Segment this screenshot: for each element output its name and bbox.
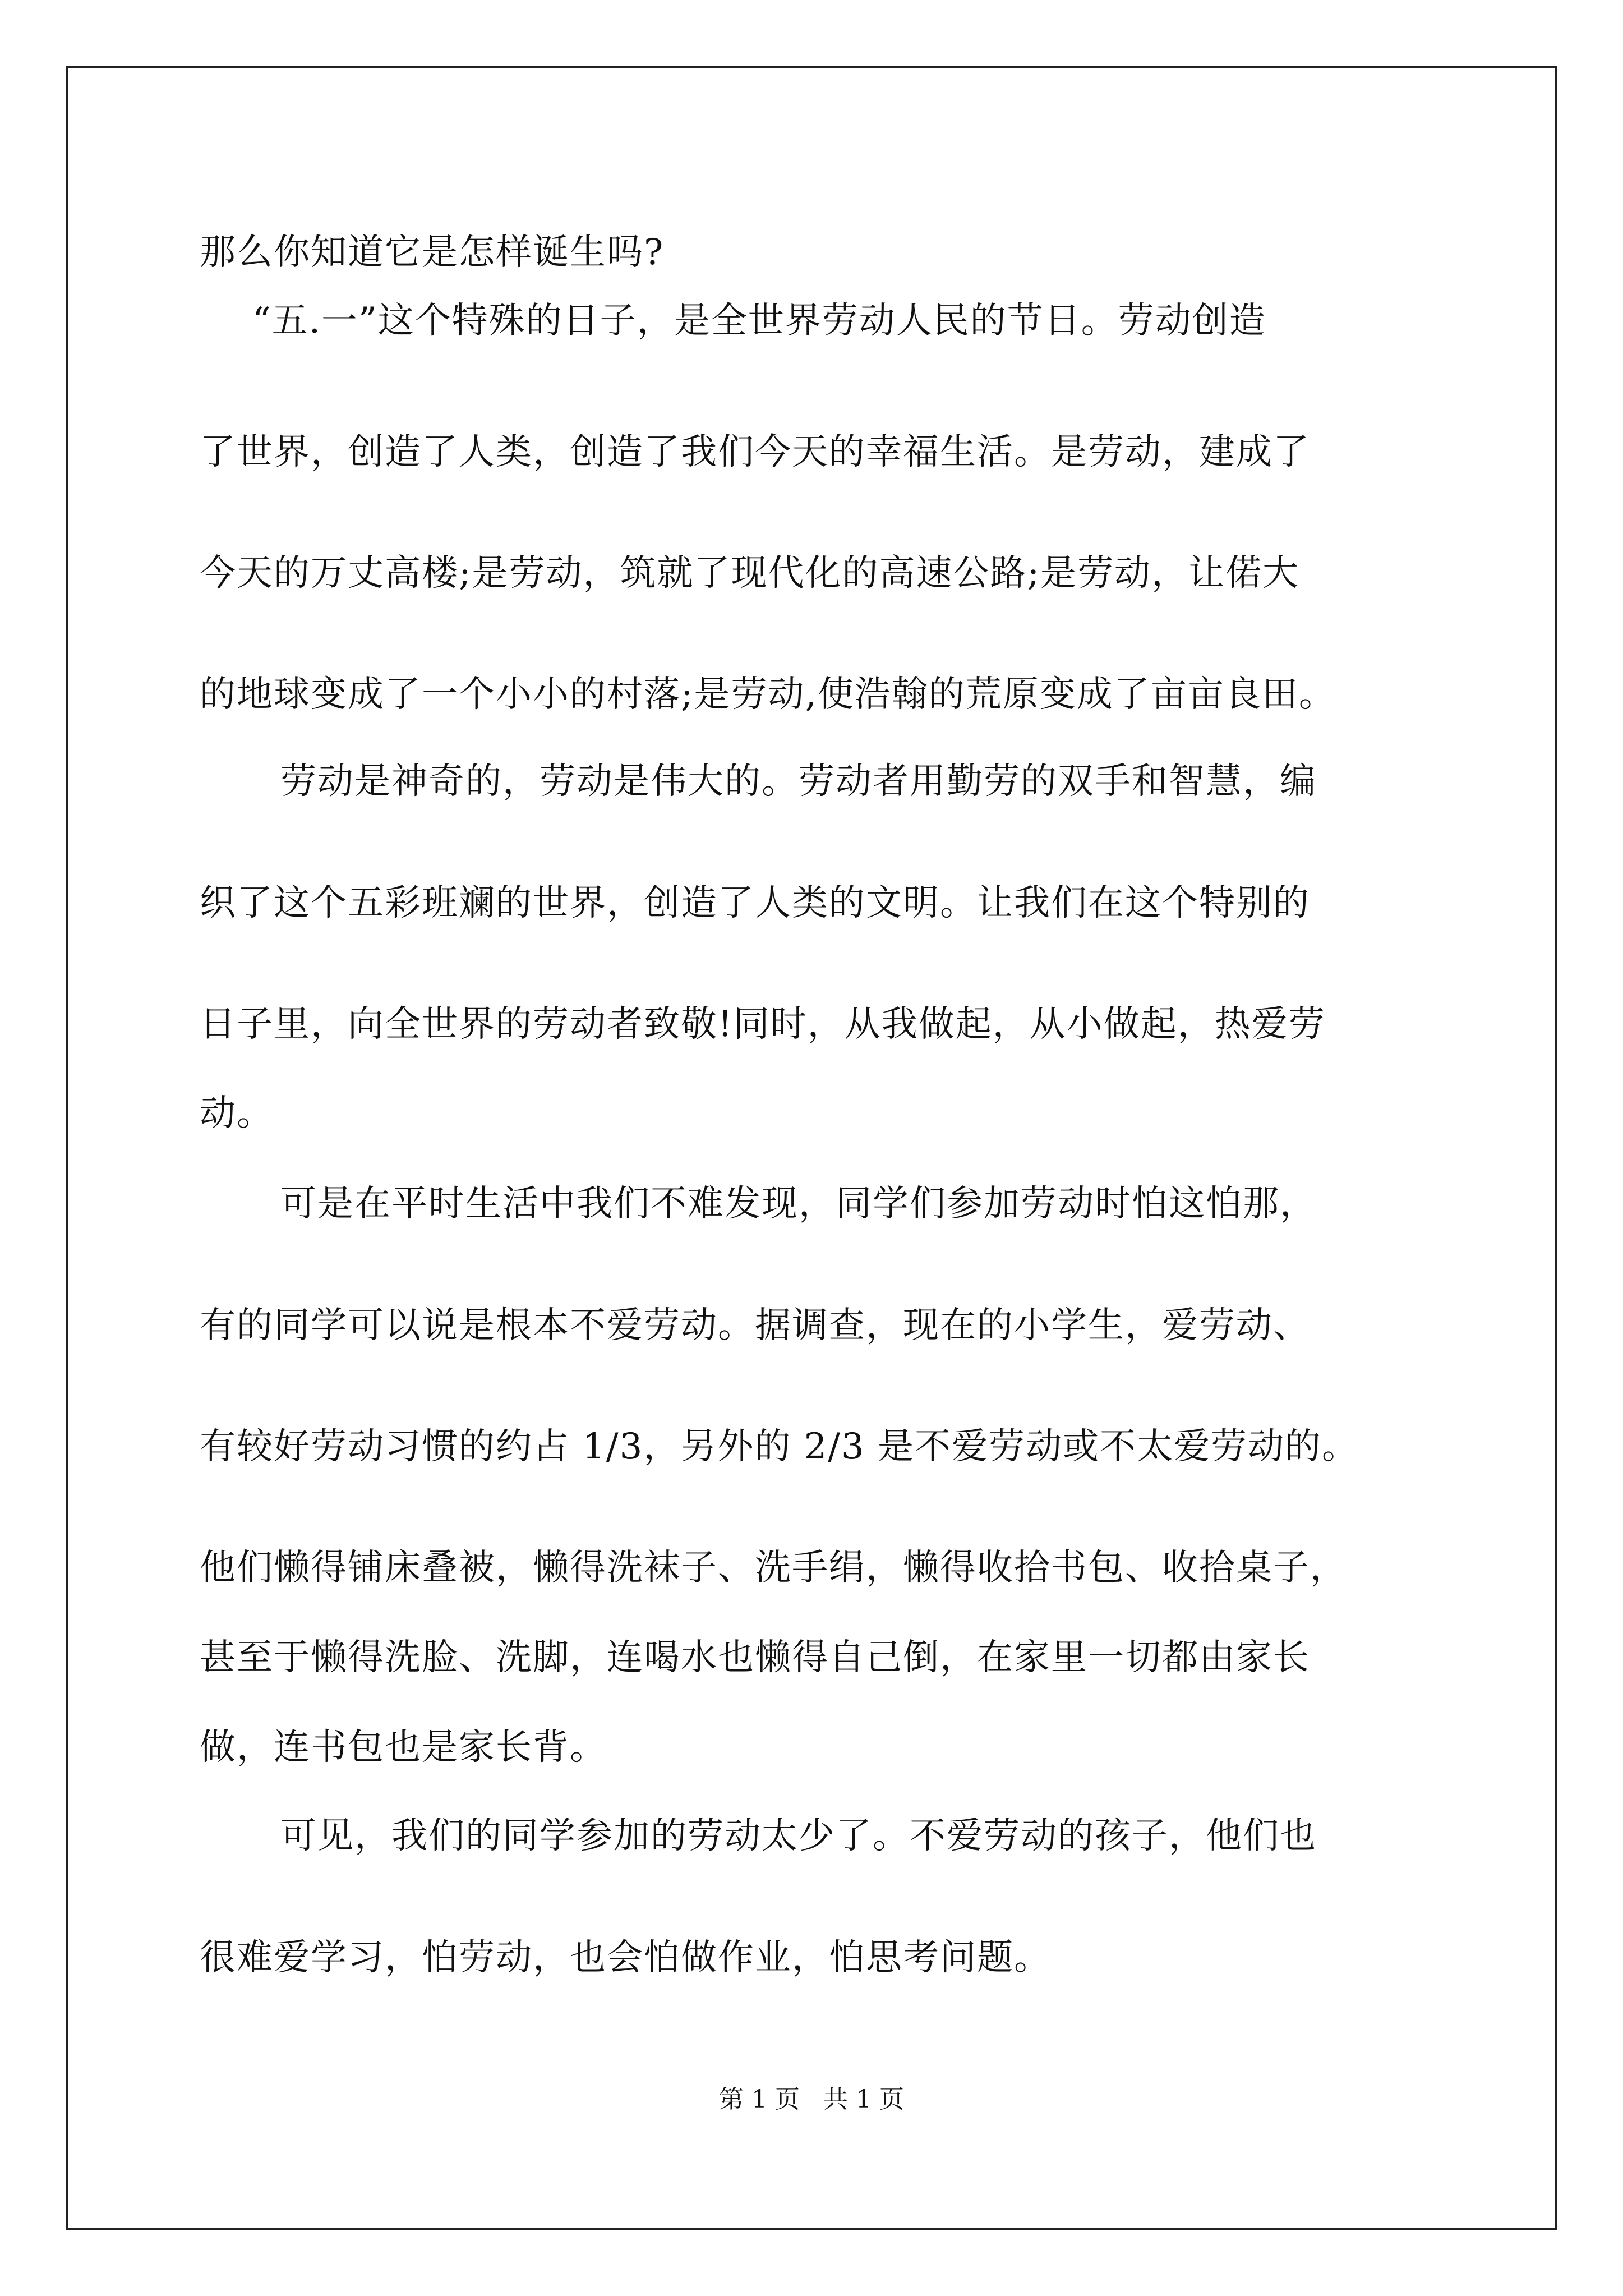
text-line-14: 甚至于懒得洗脸、洗脚，连喝水也懒得自己倒，在家里一切都由家长 — [200, 1637, 1310, 1678]
text-line-16: 可见，我们的同学参加的劳动太少了。不爱劳动的孩子，他们也 — [280, 1815, 1317, 1857]
text-line-8: 日子里，向全世界的劳动者致敬!同时，从我做起，从小做起，热爱劳 — [200, 1004, 1326, 1045]
text-line-7: 织了这个五彩班斓的世界，创造了人类的文明。让我们在这个特别的 — [200, 882, 1310, 924]
page-footer: 第 1 页 共 1 页 — [719, 2085, 904, 2114]
text-line-6: 劳动是神奇的，劳动是伟大的。劳动者用勤劳的双手和智慧，编 — [280, 761, 1317, 802]
text-line-17: 很难爱学习，怕劳动，也会怕做作业，怕思考问题。 — [200, 1937, 1051, 1978]
text-line-10: 可是在平时生活中我们不难发现，同学们参加劳动时怕这怕那， — [280, 1183, 1317, 1225]
page-border — [66, 66, 1557, 2230]
text-line-13: 他们懒得铺床叠被，懒得洗袜子、洗手绢，懒得收拾书包、收拾桌子， — [200, 1547, 1347, 1589]
text-line-4: 今天的万丈高楼;是劳动，筑就了现代化的高速公路;是劳动，让偌大 — [200, 553, 1300, 594]
text-line-15: 做，连书包也是家长背。 — [200, 1727, 607, 1768]
text-line-11: 有的同学可以说是根本不爱劳动。据调查，现在的小学生，爱劳动、 — [200, 1305, 1310, 1346]
text-line-3: 了世界，创造了人类，创造了我们今天的幸福生活。是劳动，建成了 — [200, 431, 1310, 473]
text-line-2: “五.一”这个特殊的日子，是全世界劳动人民的节日。劳动创造 — [252, 300, 1266, 342]
text-line-5: 的地球变成了一个小小的村落;是劳动,使浩翰的荒原变成了亩亩良田。 — [200, 674, 1336, 715]
text-line-9: 动。 — [200, 1093, 274, 1134]
text-line-1: 那么你知道它是怎样诞生吗? — [200, 232, 665, 273]
text-line-12: 有较好劳动习惯的约占 1/3，另外的 2/3 是不爱劳动或不太爱劳动的。 — [200, 1426, 1359, 1467]
